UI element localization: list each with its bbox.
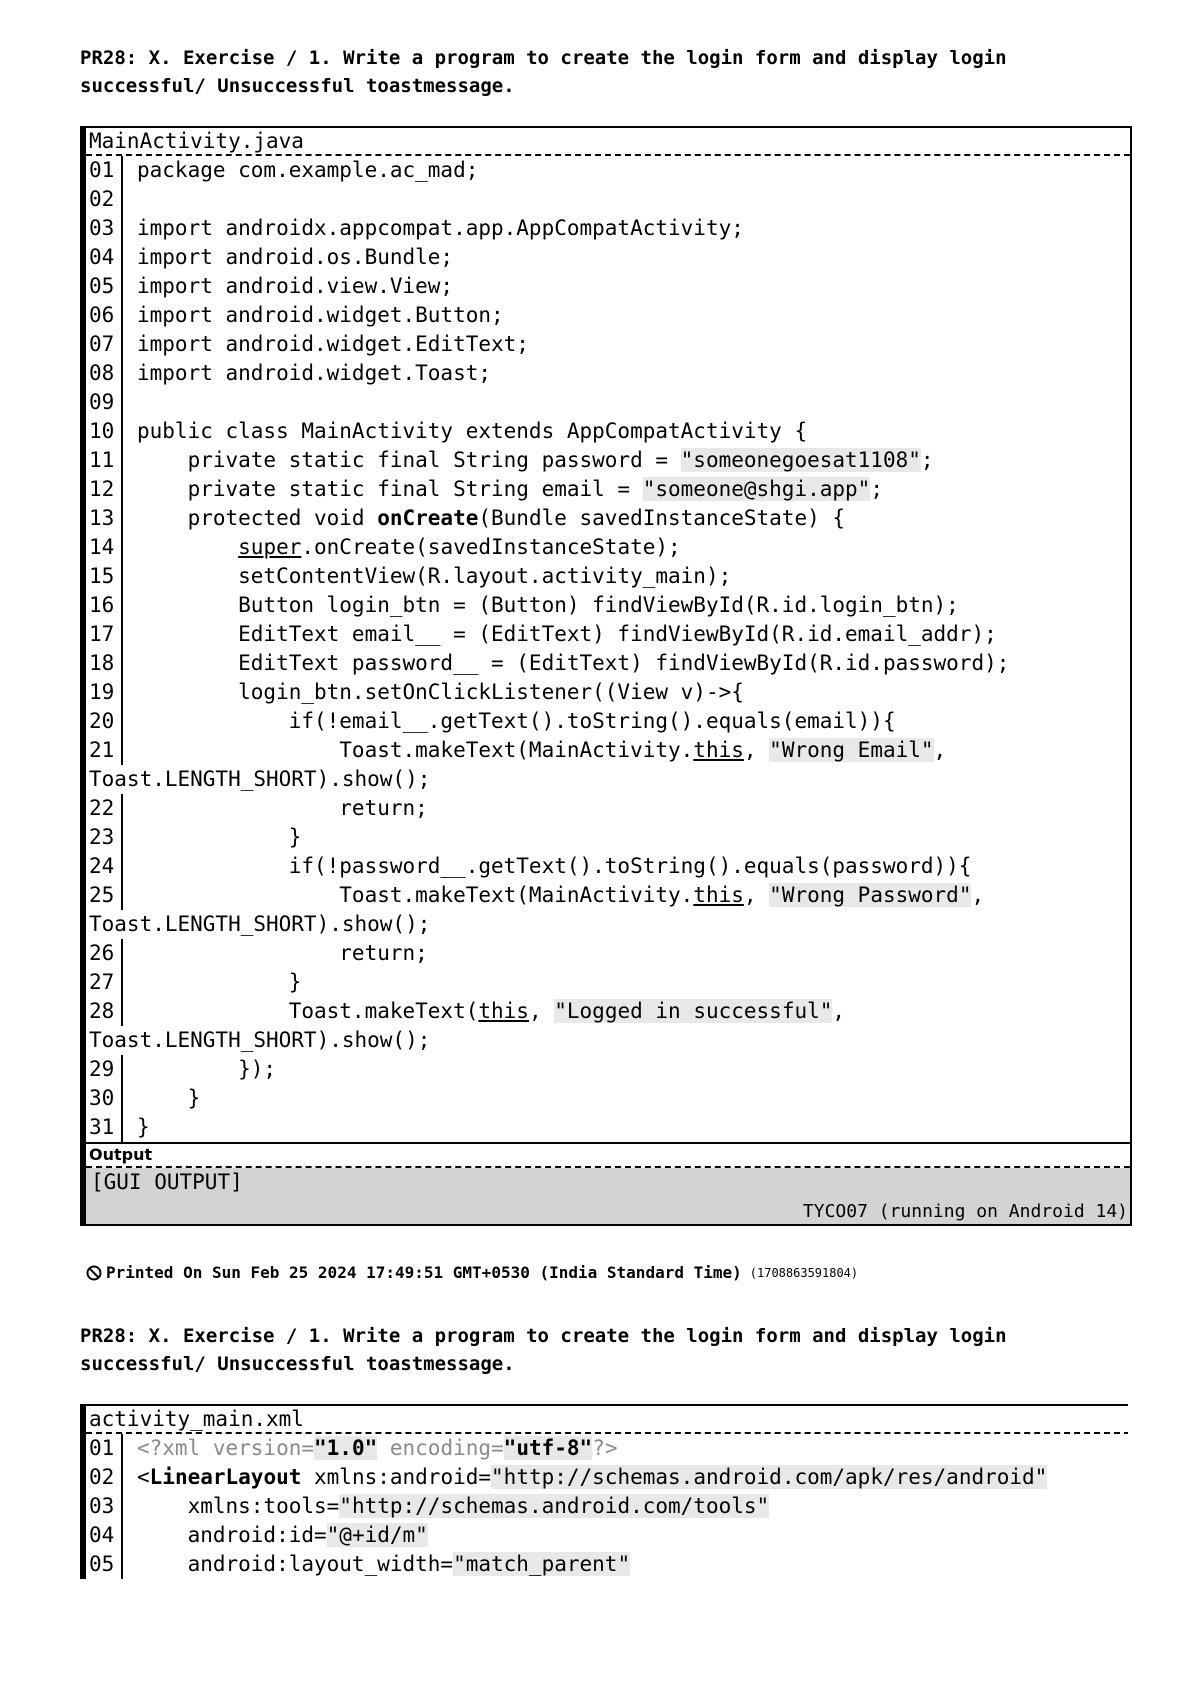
line-text: xmlns:tools="http://schemas.android.com/tools" xyxy=(137,1494,770,1518)
code-block-activity-main-clip xyxy=(80,1404,1128,1594)
line-number: 09 xyxy=(86,388,123,417)
output-text: [GUI OUTPUT] xyxy=(91,1170,243,1194)
code-line xyxy=(86,794,1130,823)
code-line xyxy=(86,707,1130,736)
code-line xyxy=(86,475,1130,504)
line-text: return; xyxy=(137,796,428,820)
code-line xyxy=(86,359,1130,388)
string-literal: "@+id/m" xyxy=(326,1523,428,1547)
string-literal: "Logged in successful" xyxy=(554,999,833,1023)
code-line xyxy=(86,997,1130,1026)
line-number: 04 xyxy=(86,1521,123,1550)
line-text: protected void onCreate(Bundle savedInstanceState) { xyxy=(137,506,846,530)
line-number: 25 xyxy=(86,881,123,910)
line-number: 11 xyxy=(86,446,123,475)
code-line xyxy=(86,243,1130,272)
code-line xyxy=(86,678,1130,707)
line-text: } xyxy=(137,825,302,849)
line-number: 01 xyxy=(86,1434,123,1463)
line-text: android:id="@+id/m" xyxy=(137,1523,428,1547)
code-line xyxy=(86,446,1130,475)
line-number: 31 xyxy=(86,1113,123,1142)
string-literal: "utf-8" xyxy=(503,1436,593,1460)
line-text: Button login_btn = (Button) findViewById(R.id.login_btn); xyxy=(137,593,959,617)
code-line xyxy=(86,881,1130,910)
line-text xyxy=(123,185,137,214)
code-line-continuation: Toast.LENGTH_SHORT).show(); xyxy=(89,1028,431,1052)
code-body xyxy=(86,1434,1128,1579)
code-line xyxy=(86,1084,1130,1113)
line-number: 06 xyxy=(86,301,123,330)
string-literal: "Wrong Password" xyxy=(769,883,972,907)
line-number: 05 xyxy=(86,272,123,301)
section1-heading: PR28: X. Exercise / 1. Write a program to create the login form and display login successful/ Unsuccessful toastmessage. xyxy=(80,47,1019,97)
line-text: import android.widget.Button; xyxy=(137,303,504,327)
filename-label: activity_main.xml xyxy=(86,1406,1128,1434)
line-text: import android.os.Bundle; xyxy=(137,245,454,269)
line-text: Toast.makeText(MainActivity.this, "Wrong Email", xyxy=(137,738,947,762)
line-number: 01 xyxy=(86,156,123,185)
line-number: 18 xyxy=(86,649,123,678)
line-number: 21 xyxy=(86,736,123,765)
line-text: super.onCreate(savedInstanceState); xyxy=(238,535,681,559)
code-line xyxy=(86,736,1130,765)
line-number: 20 xyxy=(86,707,123,736)
line-text xyxy=(123,388,137,417)
string-literal: "someonegoesat1108" xyxy=(680,448,921,472)
code-line xyxy=(86,649,1130,678)
line-number: 02 xyxy=(86,1463,123,1492)
line-text: EditText password__ = (EditText) findViewById(R.id.password); xyxy=(137,651,1010,675)
string-literal: "Wrong Email" xyxy=(769,738,934,762)
string-literal: "http://schemas.android.com/tools" xyxy=(339,1494,770,1518)
output-label: Output xyxy=(86,1142,1130,1168)
code-block-mainactivity xyxy=(80,126,1132,1226)
printed-timestamp xyxy=(86,1262,858,1284)
line-number: 16 xyxy=(86,591,123,620)
line-number: 24 xyxy=(86,852,123,881)
clock-slash-icon xyxy=(86,1265,102,1281)
line-text: private static final String password = "someonegoesat1108"; xyxy=(137,448,934,472)
string-literal: "http://schemas.android.com/apk/res/android" xyxy=(491,1465,1048,1489)
line-number: 05 xyxy=(86,1550,123,1579)
line-text: if(!password__.getText().toString().equals(password)){ xyxy=(137,854,972,878)
line-number: 28 xyxy=(86,997,123,1026)
output-device-info: TYCO07 (running on Android 14) xyxy=(802,1201,1128,1222)
line-number: 08 xyxy=(86,359,123,388)
line-number: 30 xyxy=(86,1084,123,1113)
line-number: 22 xyxy=(86,794,123,823)
code-line xyxy=(86,533,1130,562)
code-line xyxy=(86,388,1130,417)
code-line xyxy=(86,1434,1128,1463)
line-number: 10 xyxy=(86,417,123,446)
code-line xyxy=(86,1521,1128,1550)
code-line xyxy=(86,1113,1130,1142)
code-body xyxy=(86,156,1130,1142)
code-line xyxy=(86,562,1130,591)
code-line xyxy=(86,968,1130,997)
line-text: return; xyxy=(137,941,428,965)
line-text: Toast.makeText(MainActivity.this, "Wrong Password", xyxy=(137,883,985,907)
line-text: <?xml version="1.0" encoding="utf-8"?> xyxy=(137,1436,618,1460)
line-text: Toast.makeText(this, "Logged in successful", xyxy=(137,999,846,1023)
code-block-activity-main xyxy=(80,1404,1128,1579)
string-literal: "someone@shgi.app" xyxy=(642,477,871,501)
line-number: 19 xyxy=(86,678,123,707)
code-line xyxy=(86,591,1130,620)
code-line xyxy=(86,504,1130,533)
line-number: 12 xyxy=(86,475,123,504)
code-line xyxy=(86,1463,1128,1492)
line-number: 03 xyxy=(86,214,123,243)
line-number: 15 xyxy=(86,562,123,591)
code-line-continuation: Toast.LENGTH_SHORT).show(); xyxy=(89,912,431,936)
code-line xyxy=(86,620,1130,649)
line-text: login_btn.setOnClickListener((View v)->{ xyxy=(137,680,744,704)
line-text: EditText email__ = (EditText) findViewById(R.id.email_addr); xyxy=(137,622,997,646)
line-text: import android.widget.EditText; xyxy=(137,332,529,356)
line-number: 17 xyxy=(86,620,123,649)
line-text: import androidx.appcompat.app.AppCompatActivity; xyxy=(137,216,744,240)
line-text: if(!email__.getText().toString().equals(email)){ xyxy=(137,709,896,733)
line-text: } xyxy=(137,1086,201,1110)
line-text: private static final String email = "someone@shgi.app"; xyxy=(137,477,883,501)
line-number: 13 xyxy=(86,504,123,533)
line-text: public class MainActivity extends AppCompatActivity { xyxy=(137,419,808,443)
line-text: android:layout_width="match_parent" xyxy=(137,1552,631,1576)
printed-id: (1708863591804) xyxy=(749,1266,859,1280)
code-line xyxy=(86,185,1130,214)
code-line xyxy=(86,823,1130,852)
code-line xyxy=(86,1550,1128,1579)
line-number: 29 xyxy=(86,1055,123,1084)
code-line xyxy=(86,156,1130,185)
line-text: }); xyxy=(137,1057,277,1081)
line-text: } xyxy=(137,1115,150,1139)
line-number: 23 xyxy=(86,823,123,852)
line-number: 02 xyxy=(86,185,123,214)
string-literal: "match_parent" xyxy=(453,1552,631,1576)
string-literal: "1.0" xyxy=(314,1436,378,1460)
code-line xyxy=(86,1492,1128,1521)
line-number: 26 xyxy=(86,939,123,968)
section2-heading: PR28: X. Exercise / 1. Write a program to create the login form and display login successful/ Unsuccessful toastmessage. xyxy=(80,1325,1019,1375)
line-number: 27 xyxy=(86,968,123,997)
code-line xyxy=(86,1055,1130,1084)
line-text: import android.view.View; xyxy=(137,274,454,298)
code-line-continuation: Toast.LENGTH_SHORT).show(); xyxy=(89,767,431,791)
code-line xyxy=(86,272,1130,301)
line-text: import android.widget.Toast; xyxy=(137,361,492,385)
line-number: 03 xyxy=(86,1492,123,1521)
code-line xyxy=(86,214,1130,243)
output-panel xyxy=(86,1168,1130,1224)
line-number: 07 xyxy=(86,330,123,359)
code-line xyxy=(86,301,1130,330)
code-line xyxy=(86,417,1130,446)
code-line xyxy=(86,939,1130,968)
code-line xyxy=(86,852,1130,881)
line-text: setContentView(R.layout.activity_main); xyxy=(137,564,732,588)
filename-label: MainActivity.java xyxy=(86,128,1130,156)
printed-text: Printed On Sun Feb 25 2024 17:49:51 GMT+0530 (India Standard Time) xyxy=(106,1263,742,1282)
line-text: package com.example.ac_mad; xyxy=(137,158,479,182)
line-text: <LinearLayout xmlns:android="http://schemas.android.com/apk/res/android" xyxy=(137,1465,1048,1489)
line-number: 04 xyxy=(86,243,123,272)
code-line xyxy=(86,330,1130,359)
line-number: 14 xyxy=(86,533,123,562)
line-text: } xyxy=(137,970,302,994)
